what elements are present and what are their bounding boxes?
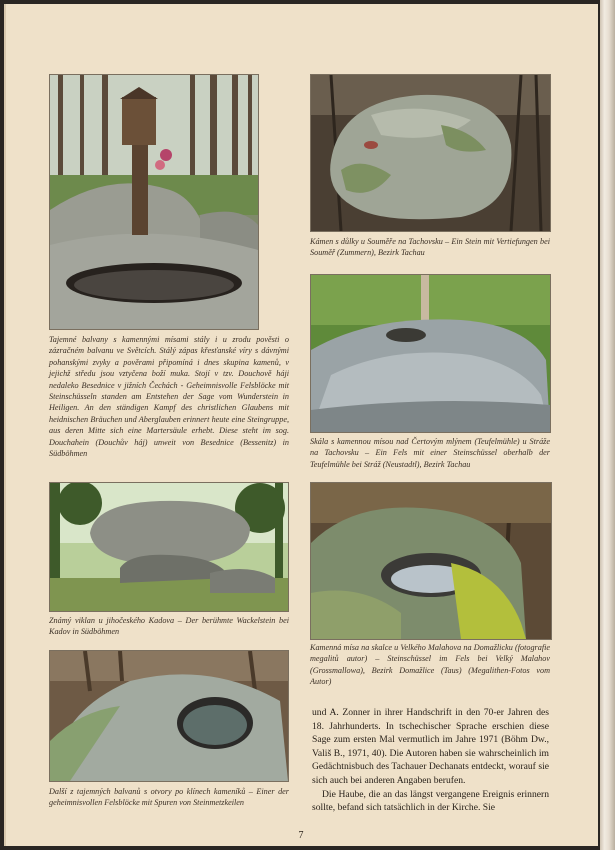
caption-kadov: Známý viklan u jihočeského Kadova – Der berühmte Wackelstein bei Kadov in Südböhmen [49,616,289,637]
photo-kamenik-boulder [49,650,289,782]
caption-kamenik: Další z tajemných balvanů s otvory po klínech kameníků – Einer der geheimnisvollen Felsblöcke mit Spuren von Steinmetzkeilen [49,787,289,808]
photo-malahov-basin [310,482,552,640]
photo-soumer-stone [310,74,551,232]
body-text [312,706,549,815]
photo-kadov-rocking-stone [49,482,289,612]
page-edge [600,0,615,850]
book-page [4,4,598,846]
caption-wonder-stone: Tajemné balvany s kamennými mísami stály i u zrodu pověsti o zázračném balvanu ve Světcích. Stálý zápas křesťanské víry s dávnými pohanskými zvyky a pověrami připomíná i dnes skupina kamenů, v jejichž středu jsou vztyčena boží muka. Stojí v tzv. Douchově háji nedaleko Besednice v jižních Čechách - Geheimnisvolle Felsblöcke mit Steinschüsseln standen am Entstehen der Sage vom Wunderstein in Heiligen. An den ständigen Kampf des christlichen Glaubens mit heidnischen Bräuchen und Aberglauben erinnert heute eine Steingruppe, aus deren Mitte sich eine Martersäule erhebt. Diese steht im sog. Douchahein (Douchův háj) unweit von Besednice (Bessenitz) in Südböhmen [49,335,289,459]
caption-soumer: Kámen s důlky u Souměře na Tachovsku – Ein Stein mit Vertiefungen bei Souměř (Zummern), Bezirk Tachau [310,237,550,258]
caption-malahov: Kamenná mísa na skalce u Velkého Malahova na Domažlicku (fotografie megalitů autor) – Steinschüssel im Fels bei Velký Malahov (Grossmallowa), Bezirk Domažlice (Taus) (Megalithen-Fotos vom Autor) [310,643,550,687]
body-paragraph-1: und A. Zonner in ihrer Handschrift in den 70-er Jahren des 18. Jahrhunderts. In tschechischer Sprache erschien diese Sage zum ersten Mal vermutlich im Jahre 1971 (Böhm Dw., Vališ B., 1971, 40). Die Autoren haben sie wahrscheinlich im Gedächtnisbuch des Tachauer Dechanats entdeckt, worauf sie sich auch bei anderen Angaben berufen. [312,707,549,786]
photo-straz-rock [310,274,551,433]
photo-wayside-shrine-stone [49,74,259,330]
page-number: 7 [298,830,304,841]
body-paragraph-2: Die Haube, die an das längst vergangene Ereignis erinnern sollte, befand sich tatsächlich in der Kirche. Sie [312,788,549,814]
caption-straz: Skála s kamennou mísou nad Čertovým mlýnem (Teufelmühle) u Stráže na Tachovsku – Ein Fels mit einer Steinschüssel oberhalb der Teufelmühle bei Stráž (Neustadtl), Bezirk Tachau [310,437,550,469]
